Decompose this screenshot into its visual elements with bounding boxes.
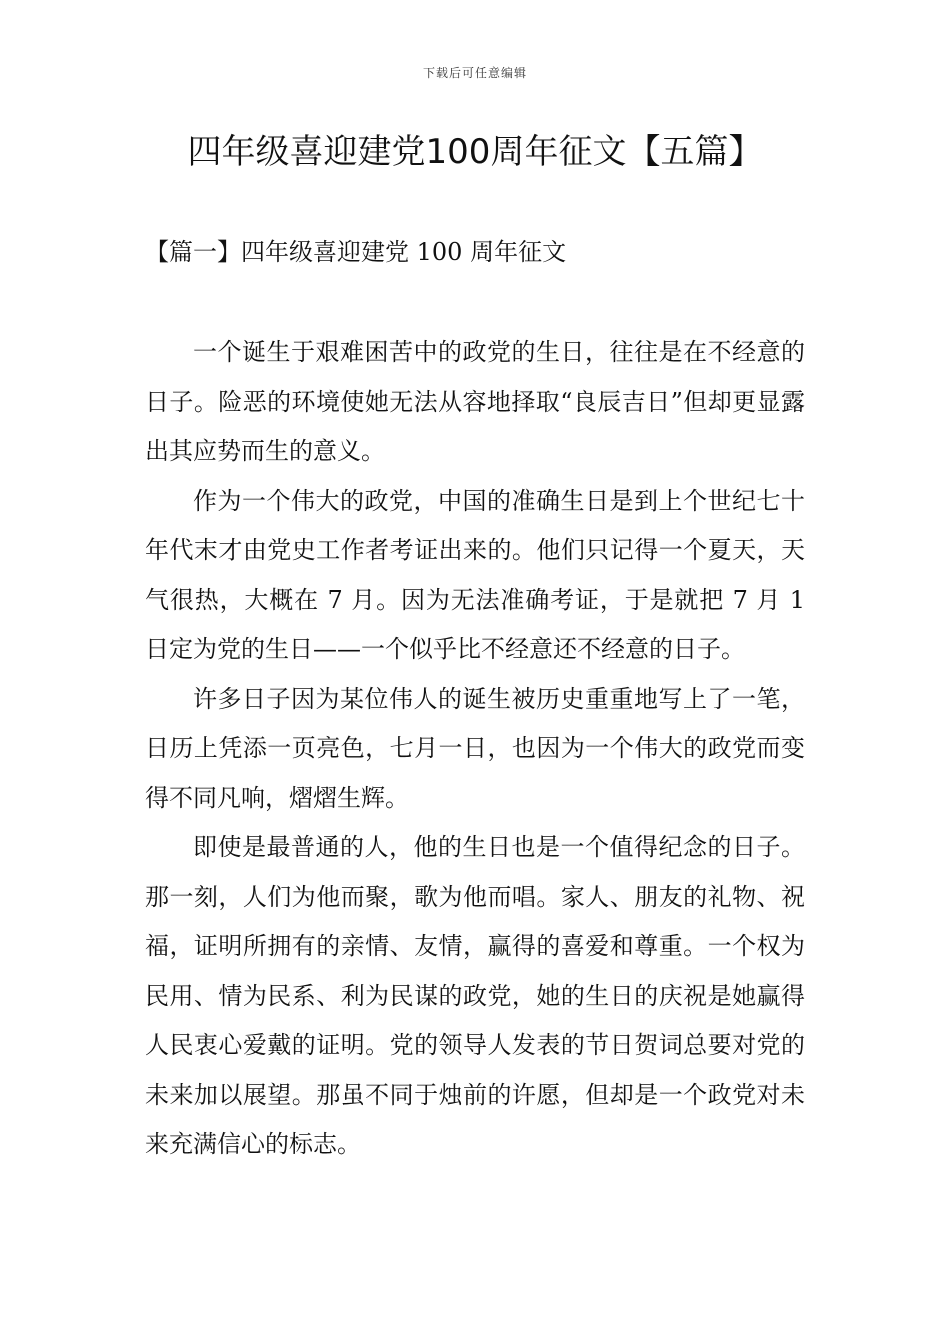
- paragraph: 许多日子因为某位伟人的诞生被历史重重地写上了一笔，日历上凭添一页亮色，七月一日，也因为一个伟大的政党而变得不同凡响，熠熠生辉。: [145, 684, 805, 812]
- document-title: 四年级喜迎建党100周年征文【五篇】: [187, 132, 763, 172]
- body-text: [145, 328, 805, 1170]
- paragraph: 一个诞生于艰难困苦中的政党的生日，往往是在不经意的日子。险恶的环境使她无法从容地择取“良辰吉日”但却更显露出其应势而生的意义。: [145, 338, 805, 465]
- header-note: 下载后可任意编辑: [422, 66, 527, 80]
- paragraph: 即使是最普通的人，他的生日也是一个值得纪念的日子。那一刻，人们为他而聚，歌为他而唱。家人、朋友的礼物、祝福，证明所拥有的亲情、友情，赢得的喜爱和尊重。一个权为民用、情为民系、利为民谋的政党，她的生日的庆祝是她赢得人民衷心爱戴的证明。党的领导人发表的节日贺词总要对党的未来加以展望。那虽不同于烛前的许愿，但却是一个政党对未来充满信心的标志。: [145, 833, 805, 1158]
- paragraph: 作为一个伟大的政党，中国的准确生日是到上个世纪七十年代末才由党史工作者考证出来的。他们只记得一个夏天，天气很热，大概在 7 月。因为无法准确考证，于是就把 7 月 1 日定为党的生日——一个似乎比不经意还不经意的日子。: [145, 486, 805, 663]
- section-heading: 【篇一】四年级喜迎建党 100 周年征文: [145, 238, 567, 266]
